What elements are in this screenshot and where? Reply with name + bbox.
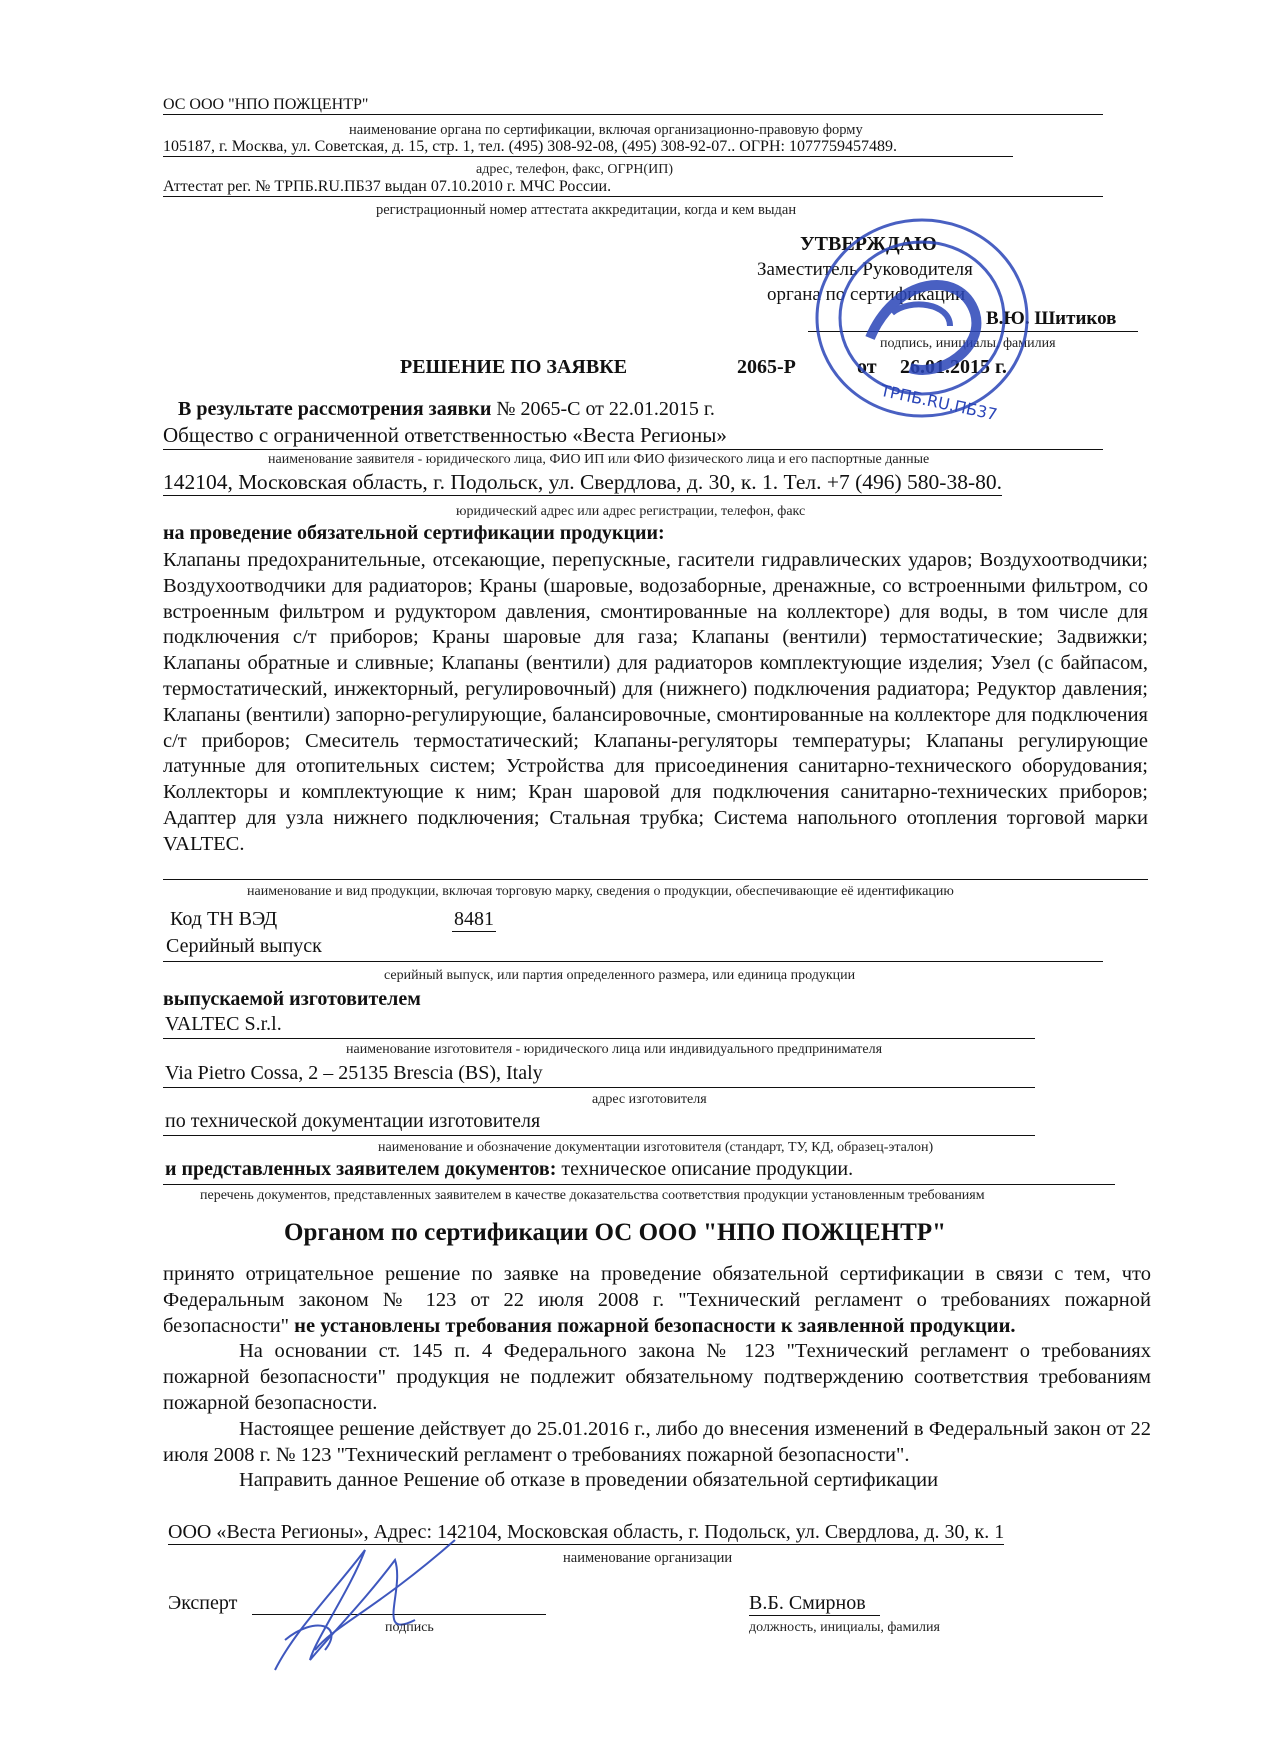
handwritten-signature — [255, 1530, 485, 1680]
attestat-text: Аттестат рег. № ТРПБ.RU.ПБ37 выдан 07.10.2010 г. МЧС России. — [163, 178, 612, 195]
applicant-name: Общество с ограниченной ответственностью «Веста Регионы» — [163, 423, 727, 447]
org-name-line — [163, 96, 1103, 115]
org-address: 105187, г. Москва, ул. Советская, д. 15, стр. 1, тел. (495) 308-92-08, (495) 308-92-07.. ОГРН: 1077759457489. — [163, 138, 897, 155]
manufacturer-heading: выпускаемой изготовителем — [163, 988, 421, 1010]
decision-date: 26.01.2015 г. — [900, 356, 1007, 378]
serial-line — [163, 935, 1103, 962]
round-stamp — [800, 218, 1040, 433]
signer-caption: должность, инициалы, фамилия — [749, 1620, 940, 1635]
code-label: Код ТН ВЭД — [170, 908, 278, 930]
decision-p1-text: принято отрицательное решение по заявке на проведение обязательной сертификации в связи с тем, что Федеральным законом № 123 от 22 июля 2008 г. "Технический регламент о требованиях пожарной безопасности" — [163, 1263, 1151, 1337]
products-heading: на проведение обязательной сертификации продукции: — [163, 522, 665, 544]
decision-p1-bold: не установлены требования пожарной безопасности к заявленной продукции. — [294, 1314, 1016, 1337]
org-caption: наименование органа по сертификации, включая организационно-правовую форму — [349, 122, 863, 138]
products-caption: наименование и вид продукции, включая торговую марку, сведения о продукции, обеспечивающие её идентификацию — [247, 884, 954, 899]
decision-from: от — [857, 356, 877, 378]
recipient-caption: наименование организации — [563, 1550, 733, 1566]
decision-paragraph-4: Направить данное Решение об отказе в проведении обязательной сертификации — [239, 1469, 939, 1492]
approval-title: УТВЕРЖДАЮ — [800, 233, 937, 255]
docs-text: по технической документации изготовителя — [165, 1110, 541, 1132]
applicant-address: 142104, Московская область, г. Подольск, ул. Свердлова, д. 30, к. 1. Тел. +7 (496) 580-38-80. — [163, 470, 1003, 494]
approval-position-2: органа по сертификации — [767, 284, 966, 305]
docs-line — [163, 1110, 1035, 1136]
stamp-text: ТРПБ.RU.ПБ37 — [878, 380, 999, 425]
manufacturer-line — [163, 1013, 1035, 1039]
org-address-caption: адрес, телефон, факс, ОГРН(ИП) — [476, 162, 673, 177]
recipient-line: ООО «Веста Регионы», Адрес: 142104, Московская область, г. Подольск, ул. Свердлова, д. 30, к. 1 — [168, 1521, 1005, 1543]
sign-caption: подпись — [385, 1620, 434, 1635]
signer-name: В.Б. Смирнов — [749, 1592, 880, 1616]
approver-name: В.Ю. Шитиков — [986, 308, 1117, 329]
serial-caption: серийный выпуск, или партия определенного размера, или единица продукции — [384, 968, 856, 983]
address-caption: юридический адрес или адрес регистрации, телефон, факс — [456, 504, 806, 519]
expert-label: Эксперт — [168, 1592, 238, 1614]
submitted-text — [165, 1158, 853, 1181]
decision-number: 2065-Р — [737, 356, 796, 378]
serial-text: Серийный выпуск — [166, 935, 322, 957]
manufacturer-address-line — [163, 1062, 1035, 1088]
submitted-docs: техническое описание продукции. — [561, 1158, 854, 1180]
application-line — [178, 398, 715, 421]
decision-text — [163, 1262, 1151, 1494]
application-lead: В результате рассмотрения заявки — [178, 398, 492, 420]
org-address-line — [163, 138, 1013, 157]
attestat-line — [163, 178, 1103, 197]
applicant-line — [163, 423, 1103, 450]
applicant-caption: наименование заявителя - юридического лица, ФИО ИП или ФИО физического лица и его паспортные данные — [268, 452, 930, 467]
manufacturer-name: VALTEC S.r.l. — [165, 1013, 282, 1035]
approval-position-1: Заместитель Руководителя — [757, 259, 973, 280]
code-value: 8481 — [454, 908, 494, 930]
body-heading: Органом по сертификации ОС ООО "НПО ПОЖЦЕНТР" — [284, 1219, 946, 1246]
decision-paragraph-2: На основании ст. 145 п. 4 Федерального закона № 123 "Технический регламент о требованиях пожарной безопасности" продукция не подлежит обязательному подтверждению соответствия требованиям пожарной безопасности. — [163, 1340, 1151, 1414]
attestat-caption: регистрационный номер аттестата аккредитации, когда и кем выдан — [376, 202, 797, 218]
manufacturer-caption: наименование изготовителя - юридического лица или индивидуального предпринимателя — [346, 1042, 883, 1057]
products-list: Клапаны предохранительные, отсекающие, перепускные, гасители гидравлических ударов; Воздухоотводчики; Воздухоотводчики для радиаторов; Краны (шаровые, водозаборные, дренажные, со встроенными фильтром, со встроенным фильтром и рудуктором давления, смонтированные на коллекторе) для воды, в том числе для подключения с/т приборов; Краны шаровые для газа; Клапаны (вентили) термостатические; Задвижки; Клапаны обратные и сливные; Клапаны (вентили) для радиаторов комплектующие изделия; Узел (с байпасом, термостатический, инжекторный, регулировочный) для (нижнего) подключения радиатора; Редуктор давления; Клапаны (вентили) запорно-регулирующие, балансировочные, смонтированные на коллекторе для подключения с/т приборов; Смеситель термостатический; Клапаны-регуляторы температуры; Клапаны регулирующие латунные для отопительных систем; Устройства для присоединения санитарно-технического оборудования; Коллекторы и комплектующие к ним; Кран шаровой для подключения санитарно-технических приборов; Адаптер для узла нижнего подключения; Стальная трубка; Система напольного отопления торговой марки VALTEC. — [163, 549, 1148, 855]
products-underline — [163, 879, 1148, 880]
approval-caption: подпись, инициалы, фамилия — [880, 336, 1056, 351]
decision-paragraph-1 — [163, 1262, 1151, 1339]
org-name: ОС ООО "НПО ПОЖЦЕНТР" — [163, 96, 369, 113]
application-number: № 2065-С от 22.01.2015 г. — [496, 398, 715, 420]
submitted-line — [163, 1158, 1115, 1185]
submitted-caption: перечень документов, представленных заявителем в качестве доказательства соответствия продукции установленным требованиям — [200, 1188, 985, 1203]
manufacturer-address: Via Pietro Cossa, 2 – 25135 Brescia (BS), Italy — [165, 1062, 543, 1084]
manufacturer-address-caption: адрес изготовителя — [592, 1092, 707, 1107]
decision-paragraph-3: Настоящее решение действует до 25.01.2016 г., либо до внесения изменений в Федеральный закон от 22 июля 2008 г. № 123 "Технический регламент о требованиях пожарной безопасности". — [163, 1417, 1151, 1466]
submitted-lead: и представленных заявителем документов: — [165, 1158, 557, 1180]
docs-caption: наименование и обозначение документации изготовителя (стандарт, ТУ, КД, образец-эталон) — [378, 1140, 934, 1155]
decision-title: РЕШЕНИЕ ПО ЗАЯВКЕ — [400, 356, 628, 378]
